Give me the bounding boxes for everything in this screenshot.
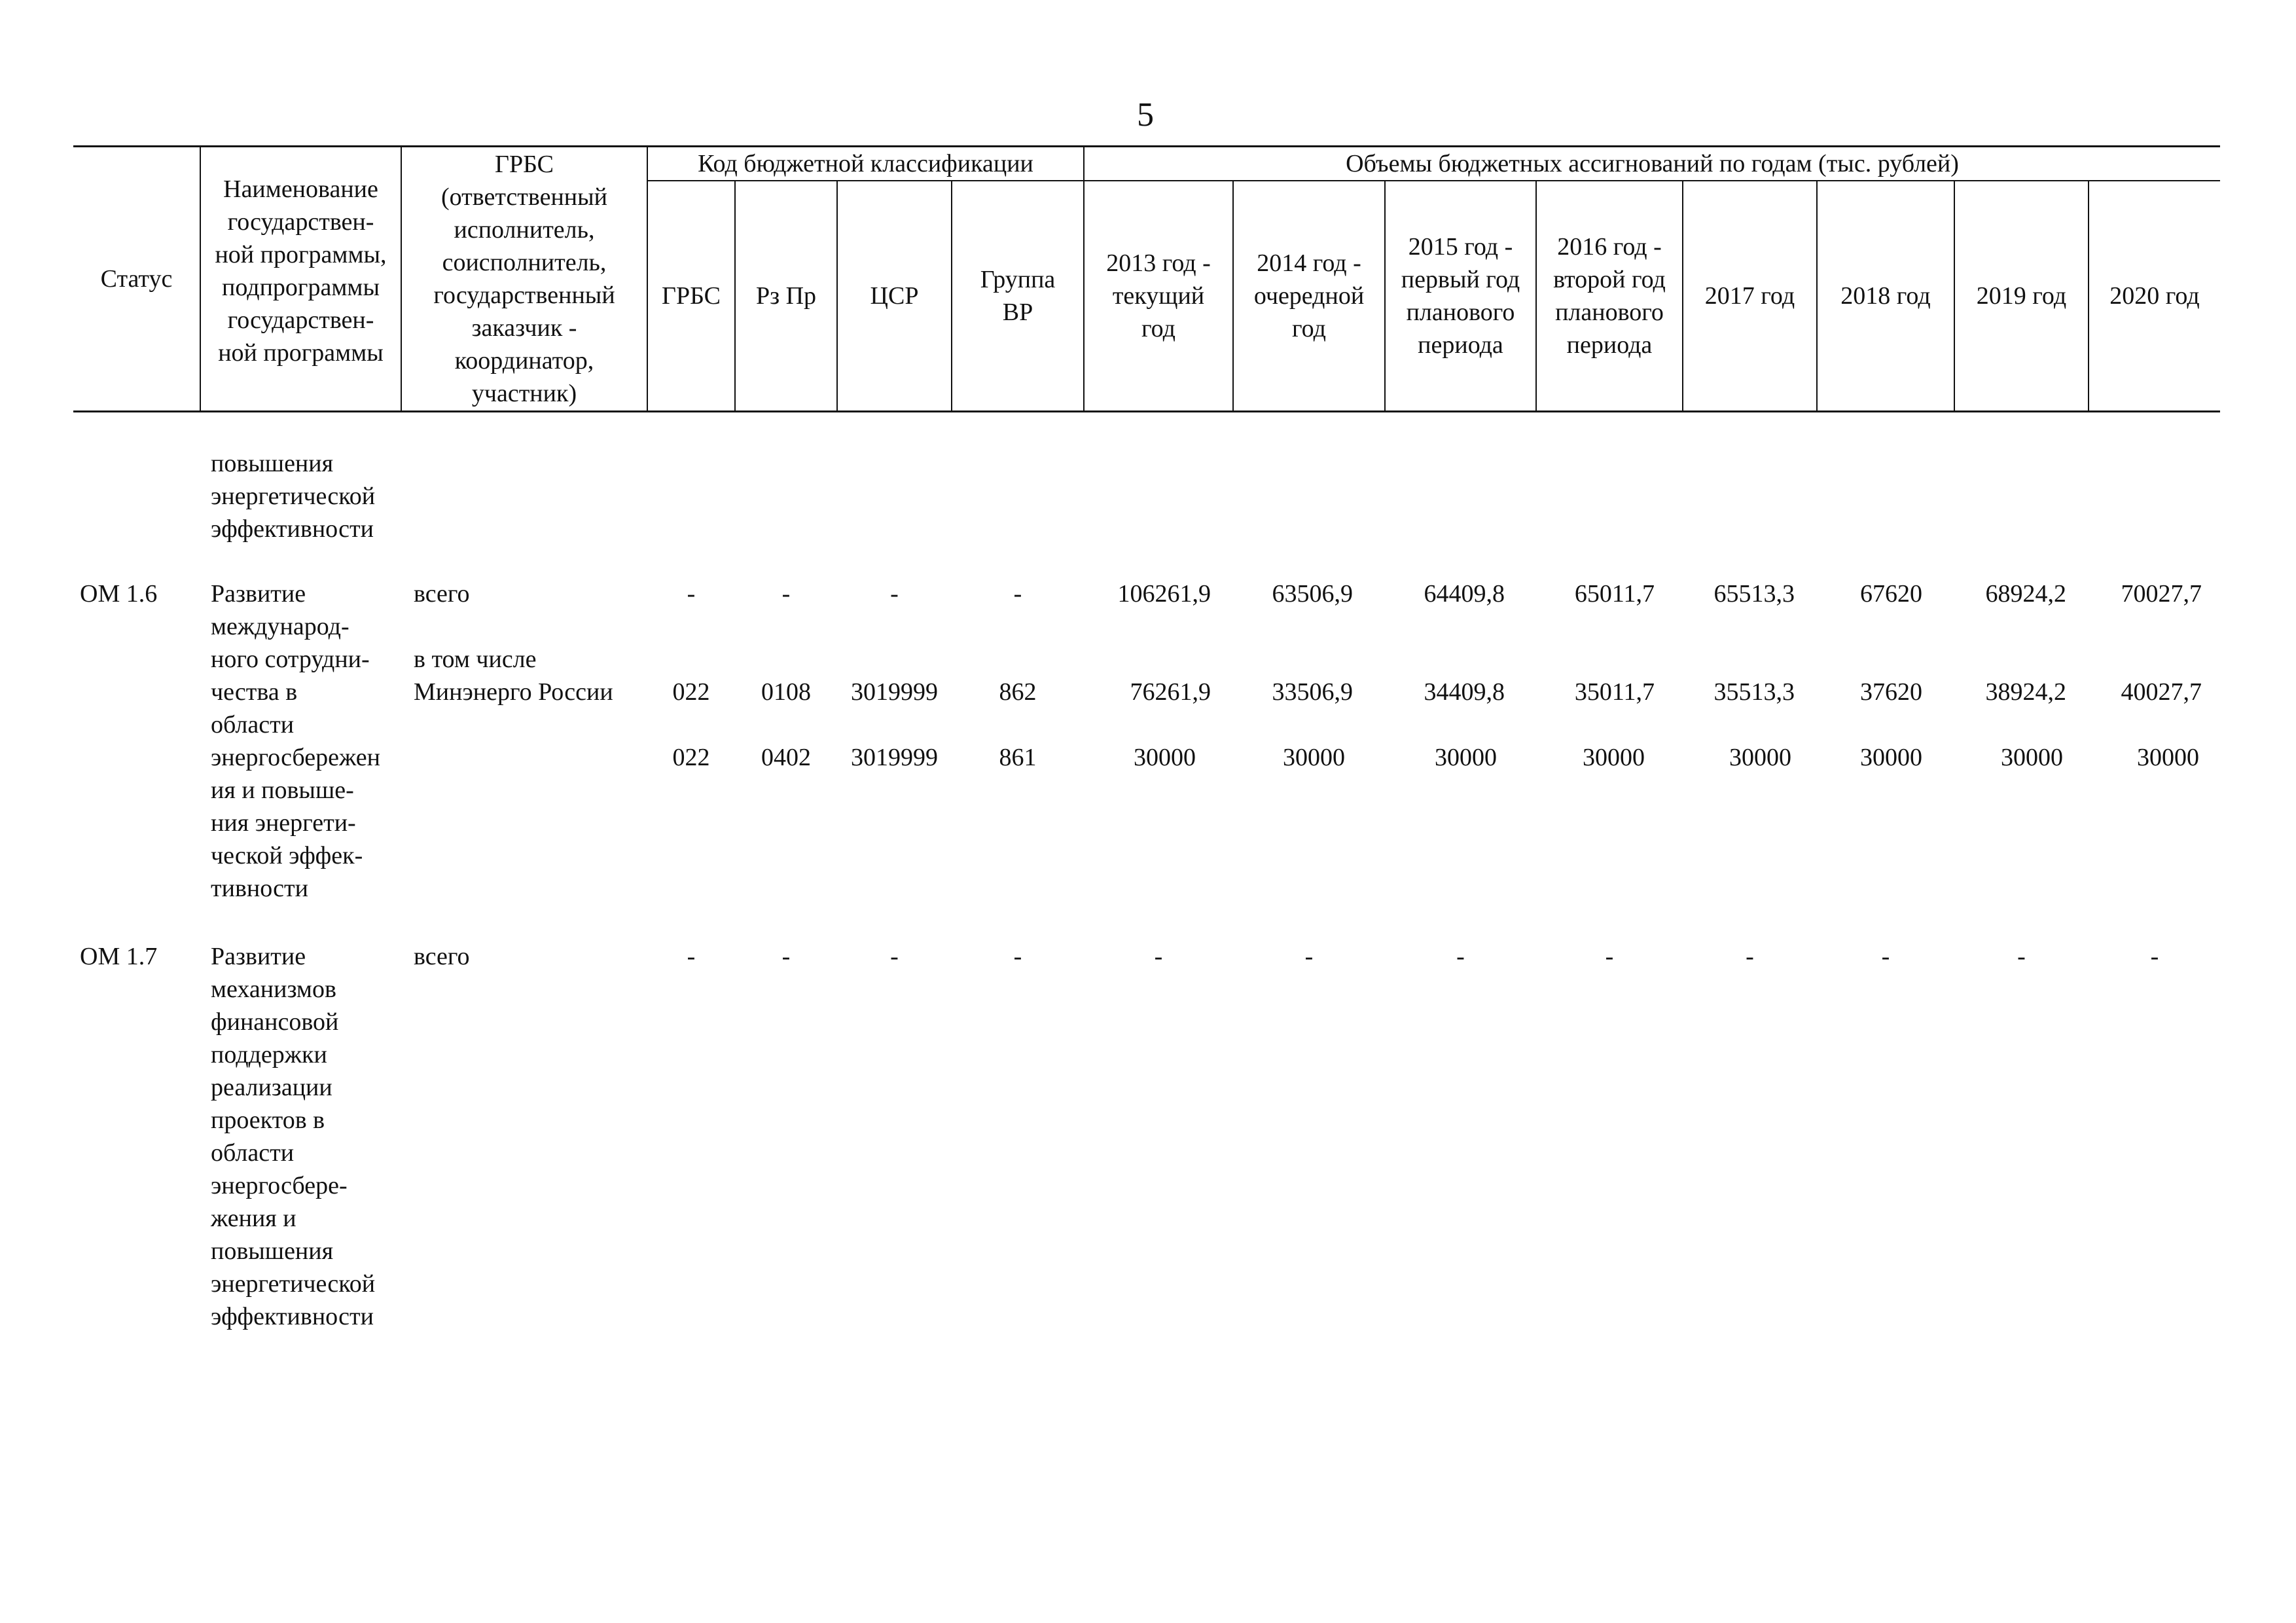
cell-y2020: 40027,7 (2121, 678, 2202, 706)
cell-grbs: - (687, 943, 696, 970)
cell-y2018: 67620 (1860, 580, 1922, 608)
cell-y2014: - (1304, 943, 1314, 970)
header-year-2018: 2018 год (1840, 282, 1931, 310)
header-year-2020: 2020 год (2109, 282, 2200, 310)
cell-grbs: 022 (672, 678, 710, 706)
cell-y2015: 34409,8 (1424, 678, 1505, 706)
cell-y2013: 30000 (1134, 744, 1196, 771)
cell-y2017: 65513,3 (1713, 580, 1795, 608)
cell-rz-pr: 0108 (761, 678, 811, 706)
row-status: ОМ 1.7 (80, 943, 158, 970)
cell-y2019: 30000 (2001, 744, 2063, 771)
header-year-2015: 2015 год - первый год планового периода (1401, 233, 1520, 359)
cell-y2020: 30000 (2137, 744, 2199, 771)
cell-y2017: 35513,3 (1713, 678, 1795, 706)
cell-y2020: 70027,7 (2121, 580, 2202, 608)
cell-y2016: 35011,7 (1574, 678, 1655, 706)
cell-y2014: 30000 (1283, 744, 1345, 771)
cell-y2019: 68924,2 (1985, 580, 2066, 608)
cell-y2020: - (2150, 943, 2159, 970)
row-program-name: Развитие международ- ного сотрудни- чества в области энергосбережен ия и повыше- ния энергети- ческой эффек- тивности (211, 580, 380, 902)
cell-rz-pr: 0402 (761, 744, 811, 771)
cell-y2016: - (1605, 943, 1614, 970)
cell-y2019: - (2017, 943, 2026, 970)
page-number: 5 (1137, 96, 1154, 134)
cell-vr: - (1013, 943, 1022, 970)
cell-y2017: 30000 (1729, 744, 1791, 771)
cell-y2015: - (1456, 943, 1465, 970)
cell-vr: - (1013, 580, 1022, 608)
cell-vr: 861 (999, 744, 1037, 771)
cell-rz-pr: - (781, 943, 791, 970)
row-program-name: Развитие механизмов финансовой поддержки реализации проектов в области энергосбере- жения и повышения энергетической эффективности (211, 943, 376, 1330)
cell-y2014: 33506,9 (1272, 678, 1353, 706)
cell-vr: 862 (999, 678, 1037, 706)
cell-y2017: - (1746, 943, 1754, 970)
cell-csr: 3019999 (851, 678, 938, 706)
grbs-label: всего (414, 580, 470, 608)
header-grbs: ГРБС (661, 282, 721, 310)
header-year-2014: 2014 год - очередной год (1253, 249, 1365, 342)
cell-y2018: - (1881, 943, 1890, 970)
including-label: в том числе (414, 646, 537, 673)
grbs-label: Минэнерго России (414, 678, 613, 706)
header-grbs-role: ГРБС (ответственный исполнитель, соисполнитель, государственный заказчик - координатор, участник) (433, 150, 615, 407)
row-status: ОМ 1.6 (80, 580, 158, 608)
cell-y2013: 106261,9 (1117, 580, 1211, 608)
cell-grbs: 022 (672, 744, 710, 771)
cell-rz-pr: - (781, 580, 791, 608)
header-year-2017: 2017 год (1704, 282, 1795, 310)
cell-y2018: 37620 (1860, 678, 1922, 706)
cell-y2015: 64409,8 (1424, 580, 1505, 608)
header-volumes-group: Объемы бюджетных ассигнований по годам (тыс. рублей) (1346, 149, 1959, 177)
cell-y2018: 30000 (1860, 744, 1922, 771)
header-bottom-border (73, 410, 2220, 412)
cell-y2015: 30000 (1435, 744, 1497, 771)
cell-y2016: 65011,7 (1574, 580, 1655, 608)
header-csr: ЦСР (870, 282, 919, 310)
cell-csr: - (890, 580, 899, 608)
cell-y2016: 30000 (1583, 744, 1645, 771)
cell-y2013: - (1154, 943, 1163, 970)
header-year-2013: 2013 год - текущий год (1106, 249, 1211, 342)
continuation-text: повышения энергетической эффективности (211, 450, 376, 543)
header-program-name: Наименование государствен- ной программы, подпрограммы государствен- ной программы (215, 175, 387, 367)
header-year-2016: 2016 год - второй год планового периода (1553, 233, 1666, 359)
cell-csr: - (890, 943, 899, 970)
header-rz-pr: Рз Пр (755, 282, 817, 310)
cell-y2019: 38924,2 (1985, 678, 2066, 706)
header-budget-code-group: Код бюджетной классификации (698, 149, 1033, 177)
cell-y2013: 76261,9 (1130, 678, 1211, 706)
grbs-label: всего (414, 943, 470, 970)
header-status: Статус (100, 264, 173, 293)
cell-grbs: - (687, 580, 696, 608)
cell-y2014: 63506,9 (1272, 580, 1353, 608)
header-year-2019: 2019 год (1976, 282, 2067, 310)
cell-csr: 3019999 (851, 744, 938, 771)
header-group-vr: Группа ВР (980, 266, 1056, 326)
